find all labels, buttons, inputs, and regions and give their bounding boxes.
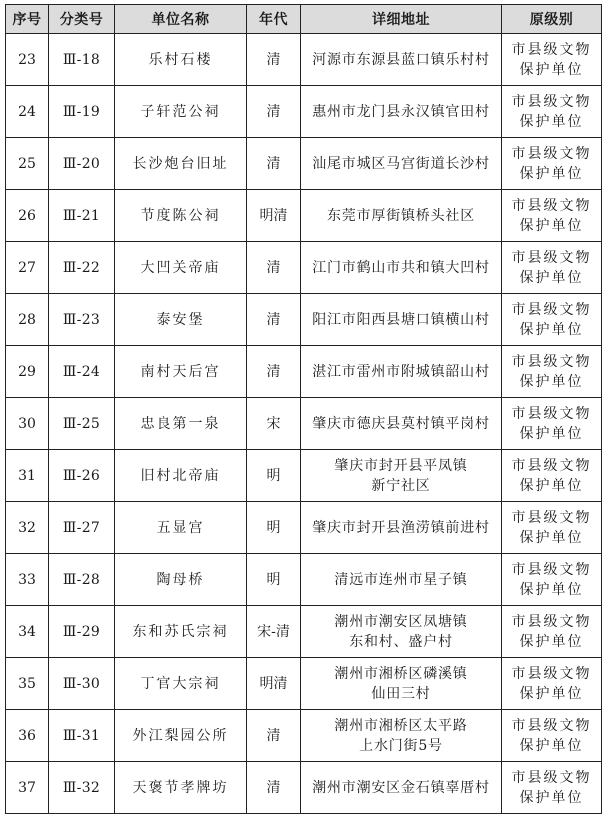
level-line: 市县级文物 (511, 93, 592, 110)
level-line: 保护单位 (519, 633, 584, 650)
level-line: 保护单位 (519, 425, 584, 442)
cell-level (502, 450, 602, 502)
address-line: 阳江市阳西县塘口镇横山村 (312, 311, 490, 328)
cell-level (502, 190, 602, 242)
cell-level (502, 34, 602, 86)
address-line: 仙田三村 (371, 685, 431, 702)
table-row (6, 606, 602, 658)
address-line: 湛江市雷州市附城镇韶山村 (312, 363, 490, 380)
cell-name: 南村天后宫 (115, 346, 247, 398)
level-line: 市县级文物 (511, 145, 592, 162)
header-level: 原级别 (502, 5, 602, 34)
cell-name: 陶母桥 (115, 554, 247, 606)
cell-era: 清 (247, 710, 301, 762)
cell-address (301, 138, 502, 190)
cell-address (301, 658, 502, 710)
header-address: 详细地址 (301, 5, 502, 34)
address-line: 肇庆市封开县平凤镇 (334, 457, 468, 474)
level-line: 保护单位 (519, 789, 584, 806)
table-row (6, 294, 602, 346)
cell-no: 32 (6, 502, 49, 554)
level-line: 市县级文物 (511, 405, 592, 422)
level-line: 市县级文物 (511, 509, 592, 526)
cell-address (301, 762, 502, 814)
cell-code: Ⅲ-20 (49, 138, 115, 190)
address-line: 河源市东源县蓝口镇乐村村 (312, 51, 490, 68)
cell-era: 明 (247, 450, 301, 502)
level-line: 保护单位 (519, 685, 584, 702)
cell-level (502, 606, 602, 658)
level-line: 市县级文物 (511, 717, 592, 734)
cell-level (502, 398, 602, 450)
table-row (6, 398, 602, 450)
cell-no: 23 (6, 34, 49, 86)
cell-era: 清 (247, 346, 301, 398)
cell-name: 子轩范公祠 (115, 86, 247, 138)
table-row (6, 86, 602, 138)
cell-address (301, 190, 502, 242)
table-header (6, 5, 602, 34)
cell-era: 清 (247, 242, 301, 294)
level-line: 市县级文物 (511, 769, 592, 786)
cell-code: Ⅲ-29 (49, 606, 115, 658)
cell-level (502, 242, 602, 294)
cell-no: 27 (6, 242, 49, 294)
table-row (6, 138, 602, 190)
address-line: 潮州市湘桥区磷溪镇 (334, 665, 468, 682)
cell-level (502, 658, 602, 710)
cell-name: 五显宫 (115, 502, 247, 554)
address-line: 东莞市厚街镇桥头社区 (327, 207, 475, 224)
header-era: 年代 (247, 5, 301, 34)
cell-address (301, 450, 502, 502)
address-line: 潮州市湘桥区太平路 (334, 717, 468, 734)
cell-no: 31 (6, 450, 49, 502)
cell-no: 26 (6, 190, 49, 242)
cell-name: 泰安堡 (115, 294, 247, 346)
table-row (6, 190, 602, 242)
table-row (6, 658, 602, 710)
address-line: 新宁社区 (371, 477, 431, 494)
cell-no: 33 (6, 554, 49, 606)
cell-code: Ⅲ-25 (49, 398, 115, 450)
address-line: 东和村、盛户村 (349, 633, 453, 650)
cell-no: 34 (6, 606, 49, 658)
cell-name: 忠良第一泉 (115, 398, 247, 450)
cell-code: Ⅲ-26 (49, 450, 115, 502)
table-row (6, 242, 602, 294)
cell-no: 35 (6, 658, 49, 710)
heritage-sites-table (5, 4, 602, 814)
cell-era: 清 (247, 138, 301, 190)
cell-address (301, 34, 502, 86)
cell-level (502, 554, 602, 606)
cell-no: 28 (6, 294, 49, 346)
table-row (6, 554, 602, 606)
address-line: 肇庆市封开县渔涝镇前进村 (312, 519, 490, 536)
table-row (6, 34, 602, 86)
cell-address (301, 554, 502, 606)
address-line: 上水门街5号 (359, 737, 443, 754)
address-line: 肇庆市德庆县莫村镇平岗村 (312, 415, 490, 432)
cell-name: 丁官大宗祠 (115, 658, 247, 710)
cell-no: 29 (6, 346, 49, 398)
cell-level (502, 762, 602, 814)
cell-era: 明清 (247, 190, 301, 242)
cell-era: 明清 (247, 658, 301, 710)
cell-address (301, 606, 502, 658)
level-line: 保护单位 (519, 737, 584, 754)
cell-name: 长沙炮台旧址 (115, 138, 247, 190)
cell-level (502, 710, 602, 762)
address-line: 汕尾市城区马宫街道长沙村 (312, 155, 490, 172)
cell-code: Ⅲ-32 (49, 762, 115, 814)
cell-code: Ⅲ-23 (49, 294, 115, 346)
table-row (6, 502, 602, 554)
cell-code: Ⅲ-22 (49, 242, 115, 294)
cell-code: Ⅲ-18 (49, 34, 115, 86)
cell-name: 外江梨园公所 (115, 710, 247, 762)
address-line: 惠州市龙门县永汉镇官田村 (312, 103, 490, 120)
header-no: 序号 (6, 5, 49, 34)
level-line: 市县级文物 (511, 249, 592, 266)
table-row (6, 346, 602, 398)
cell-era: 清 (247, 762, 301, 814)
cell-address (301, 346, 502, 398)
cell-no: 30 (6, 398, 49, 450)
cell-name: 大凹关帝庙 (115, 242, 247, 294)
level-line: 市县级文物 (511, 301, 592, 318)
cell-era: 明 (247, 502, 301, 554)
level-line: 保护单位 (519, 113, 584, 130)
cell-no: 24 (6, 86, 49, 138)
cell-code: Ⅲ-24 (49, 346, 115, 398)
cell-name: 节度陈公祠 (115, 190, 247, 242)
cell-address (301, 242, 502, 294)
table-row (6, 710, 602, 762)
header-name: 单位名称 (115, 5, 247, 34)
cell-address (301, 502, 502, 554)
cell-address (301, 398, 502, 450)
cell-name: 旧村北帝庙 (115, 450, 247, 502)
cell-era: 清 (247, 294, 301, 346)
cell-address (301, 294, 502, 346)
cell-address (301, 710, 502, 762)
address-line: 江门市鹤山市共和镇大凹村 (312, 259, 490, 276)
cell-code: Ⅲ-19 (49, 86, 115, 138)
cell-code: Ⅲ-21 (49, 190, 115, 242)
level-line: 保护单位 (519, 269, 584, 286)
table-row (6, 762, 602, 814)
cell-level (502, 502, 602, 554)
level-line: 保护单位 (519, 477, 584, 494)
table-row (6, 450, 602, 502)
cell-address (301, 86, 502, 138)
cell-era: 宋-清 (247, 606, 301, 658)
level-line: 市县级文物 (511, 613, 592, 630)
level-line: 保护单位 (519, 373, 584, 390)
level-line: 保护单位 (519, 581, 584, 598)
cell-level (502, 346, 602, 398)
level-line: 保护单位 (519, 217, 584, 234)
level-line: 市县级文物 (511, 41, 592, 58)
cell-name: 东和苏氏宗祠 (115, 606, 247, 658)
level-line: 保护单位 (519, 165, 584, 182)
cell-level (502, 86, 602, 138)
address-line: 清远市连州市星子镇 (334, 571, 468, 588)
cell-code: Ⅲ-31 (49, 710, 115, 762)
cell-era: 宋 (247, 398, 301, 450)
cell-code: Ⅲ-27 (49, 502, 115, 554)
level-line: 市县级文物 (511, 457, 592, 474)
cell-level (502, 138, 602, 190)
level-line: 保护单位 (519, 321, 584, 338)
level-line: 市县级文物 (511, 665, 592, 682)
cell-name: 天褒节孝牌坊 (115, 762, 247, 814)
cell-code: Ⅲ-30 (49, 658, 115, 710)
cell-code: Ⅲ-28 (49, 554, 115, 606)
cell-name: 乐村石楼 (115, 34, 247, 86)
cell-era: 清 (247, 34, 301, 86)
level-line: 市县级文物 (511, 353, 592, 370)
header-row (6, 5, 602, 34)
cell-no: 36 (6, 710, 49, 762)
cell-era: 明 (247, 554, 301, 606)
cell-era: 清 (247, 86, 301, 138)
cell-level (502, 294, 602, 346)
address-line: 潮州市潮安区凤塘镇 (334, 613, 468, 630)
level-line: 市县级文物 (511, 197, 592, 214)
table-body (6, 34, 602, 814)
header-code: 分类号 (49, 5, 115, 34)
level-line: 保护单位 (519, 61, 584, 78)
cell-no: 37 (6, 762, 49, 814)
cell-no: 25 (6, 138, 49, 190)
address-line: 潮州市潮安区金石镇辜厝村 (312, 779, 490, 796)
level-line: 保护单位 (519, 529, 584, 546)
level-line: 市县级文物 (511, 561, 592, 578)
